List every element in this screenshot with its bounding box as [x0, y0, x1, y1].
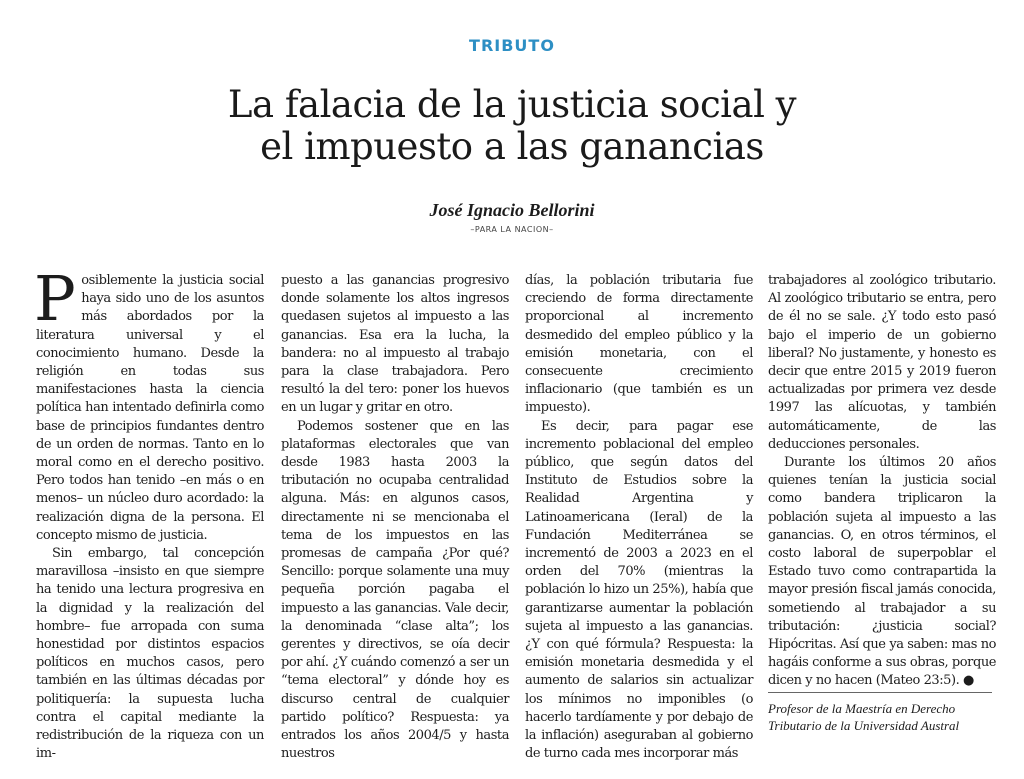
signature-divider: [768, 692, 992, 693]
article-column-3: [525, 272, 753, 763]
section-label: TRIBUTO: [469, 36, 555, 55]
author-byline: José Ignacio Bellorini: [429, 200, 595, 220]
author-bio-line-2: Tributario de la Universidad Austral: [768, 718, 960, 733]
headline: [0, 84, 1024, 168]
article-column-1: [34, 262, 264, 763]
paragraph-text: Durante los últimos 20 años quienes tenían la justicia social como bandera triplicaron la población sujeta al impuesto a las ganancias. O, en otros términos, el costo laboral de superpoblar el Estado tuvo como contrapartida la mayor presión fiscal jamás conocida, sometiendo al trabajador a su tributación: ¿justicia social? Hipócritas. Así que ya saben: mas no hagáis conforme a sus obras, porque dicen y no hacen (Mateo 23:5).: [768, 455, 996, 689]
publication-credit: –PARA LA NACION–: [470, 225, 554, 234]
headline-line-1: La falacia de la justicia social y: [227, 83, 797, 126]
paragraph: puesto a las ganancias progresivo donde solamente los altos ingresos quedasen sujetos al impuesto a las ganancias. Esa era la lucha, la bandera: no al impuesto al trabajo para la clase trabajadora. Pero resultó la del tero: poner los huevos en un lugar y gritar en otro.: [281, 273, 509, 416]
paragraph: [768, 454, 996, 691]
paragraph: [34, 262, 264, 545]
paragraph: Podemos sostener que en las plataformas electorales que van desde 1983 hasta 2003 la tributación no ocupaba centralidad alguna. Más: en algunos casos, directamente ni se mencionaba el tema de los impuestos en las promesas de campaña ¿Por qué? Sencillo: porque solamente una muy pequeña porción pagaba el impuesto a las ganancias. Vale decir, la denominada “clase alta”; los gerentes y directivos, se oía decir por ahí. ¿Y cuándo comenzó a ser un “tema electoral” y dónde hoy es discurso central de cualquier partido político? Respuesta: ya entrados los años 2004/5 y hasta nuestros: [281, 418, 509, 762]
author-bio: [768, 700, 998, 734]
paragraph: Sin embargo, tal concepción maravillosa –insisto en que siempre ha tenido una lectura progresiva en la dignidad y la realización del hombre– fue arropada con suma honestidad por distintos espacios políticos en muchos casos, pero también en las últimas décadas por politiquería: la supuesta lucha contra el capital mediante la redistribución de la riqueza con un im-: [36, 546, 264, 762]
author-bio-line-1: Profesor de la Maestría en Derecho: [768, 701, 956, 716]
drop-cap: P: [34, 262, 76, 335]
article-column-4: [768, 272, 996, 691]
paragraph: trabajadores al zoológico tributario. Al zoológico tributario se entra, pero de él no se sale. ¿Y todo esto pasó bajo el imperio de un gobierno liberal? No justamente, y honesto es decir que entre 2015 y 2019 fueron actualizadas por primera vez desde 1997 las alícuotas, y también automáticamente, de las deducciones personales.: [768, 273, 996, 452]
paragraph: Es decir, para pagar ese incremento poblacional del empleo público, que según datos del Instituto de Estudios sobre la Realidad Argentina y Latinoamericana (Ieral) de la Fundación Mediterránea se incrementó de 2003 a 2023 en el orden del 70% (mientras la población lo hizo un 25%), había que garantizarse aumentar la población sujeta al impuesto a las ganancias. ¿Y con qué fórmula? Respuesta: la emisión monetaria desmedida y el aumento de salarios sin actualizar los mínimos no imponibles (o hacerlo tardíamente y por debajo de la inflación) aseguraban al gobierno de turno cada mes incorporar más: [525, 418, 753, 762]
end-mark-icon: ●: [962, 673, 974, 689]
paragraph: días, la población tributaria fue creciendo de forma directamente proporcional al incremento desmedido del empleo público y la emisión monetaria, con el consecuente crecimiento inflacionario (que también es un impuesto).: [525, 273, 753, 416]
headline-line-2: el impuesto a las ganancias: [260, 125, 764, 168]
paragraph-text: osiblemente la justicia social haya sido uno de los asuntos más abordados por la literatura universal y el conocimiento humano. Desde la religión en todas sus manifestaciones hasta la ciencia política han intentado definirla como base de principios fundantes dentro de un orden de normas. Tanto en lo moral como en el derecho positivo. Pero todos han tenido –en más o en menos– un núcleo duro acordado: la realización digna de la persona. El concepto mismo de justicia.: [36, 273, 264, 543]
article-column-2: [281, 272, 509, 763]
